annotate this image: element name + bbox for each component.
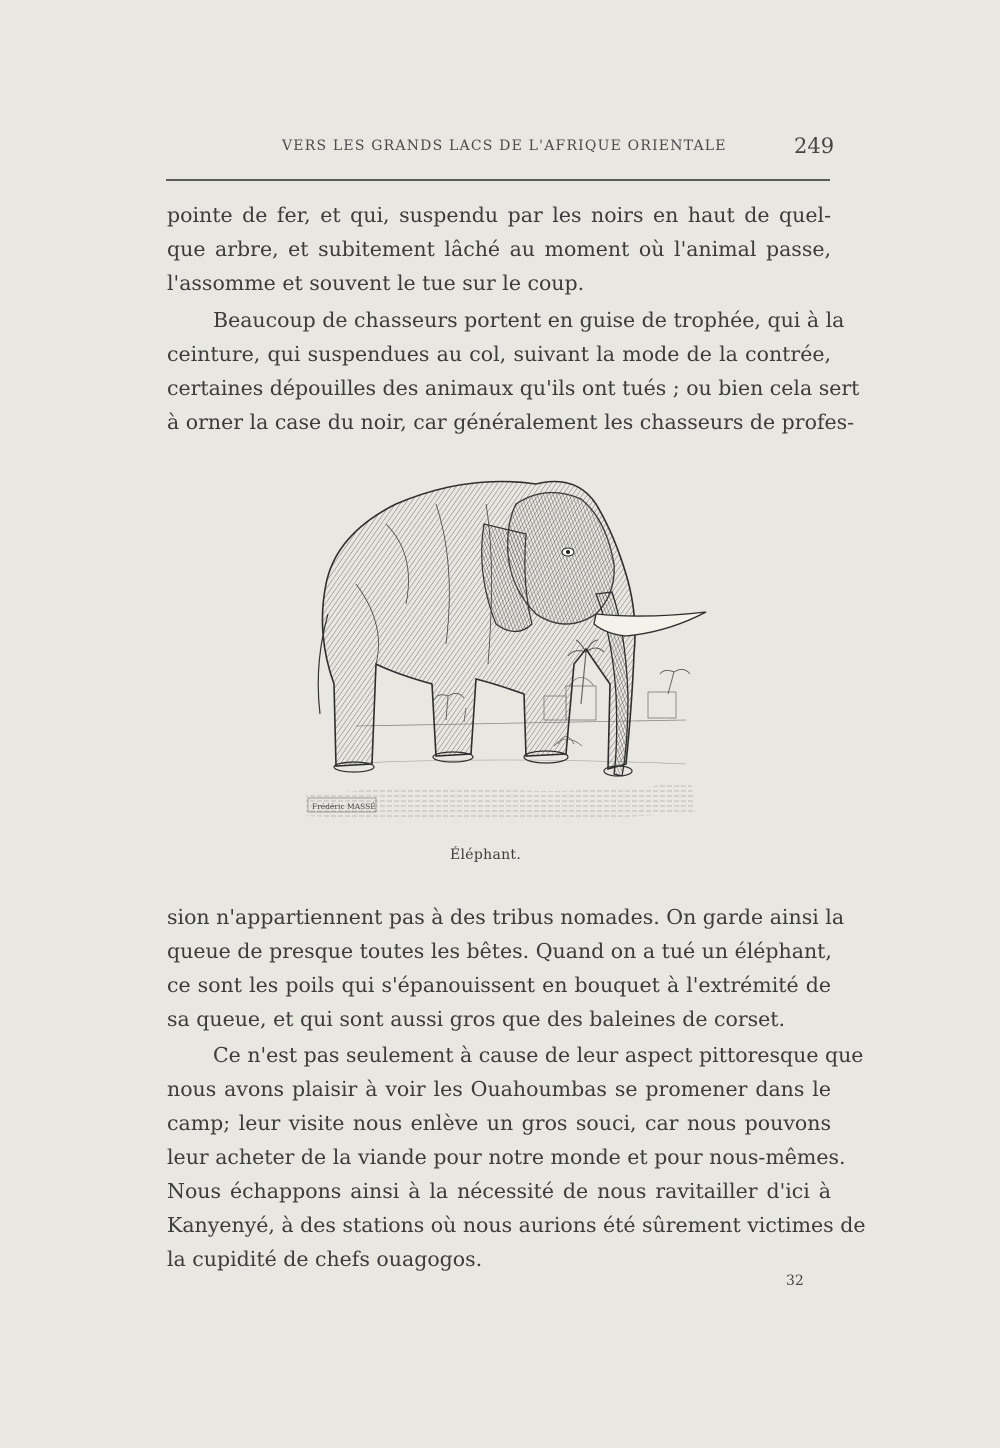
elephant-illustration <box>296 464 712 834</box>
text-line: la cupidité de chefs ouagogos. <box>167 1247 483 1271</box>
text-line: leur acheter de la viande pour notre monde et pour nous-mêmes. <box>167 1145 846 1169</box>
signature-mark: 32 <box>786 1273 804 1289</box>
paragraph-trophies <box>167 303 860 439</box>
text-line: Nous échappons ainsi à la nécessité de nous ravitailler d'ici à <box>167 1179 831 1203</box>
text-line: ce sont les poils qui s'épanouissent en bouquet à l'extrémité de <box>167 973 831 997</box>
text-line: sion n'appartiennent pas à des tribus nomades. On garde ainsi la <box>167 905 845 929</box>
text-line: queue de presque toutes les bêtes. Quand on a tué un éléphant, <box>167 939 832 963</box>
text-line: Beaucoup de chasseurs portent en guise de trophée, qui à la <box>213 308 845 332</box>
text-line: Ce n'est pas seulement à cause de leur aspect pittoresque que <box>213 1043 864 1067</box>
text-line: pointe de fer, et qui, suspendu par les noirs en haut de quel- <box>167 203 831 227</box>
paragraph-tails <box>167 900 845 1036</box>
figure-caption: Éléphant. <box>450 847 522 863</box>
text-line: sa queue, et qui sont aussi gros que des baleines de corset. <box>167 1007 786 1031</box>
paragraph-ouahoumbas <box>167 1038 866 1276</box>
paragraph-continuation <box>167 198 831 300</box>
text-line: camp; leur visite nous enlève un gros souci, car nous pouvons <box>167 1111 831 1135</box>
elephant-engraving-image <box>296 464 712 834</box>
artist-signature: Frédéric MASSÉ <box>312 802 376 811</box>
text-line: l'assomme et souvent le tue sur le coup. <box>167 271 585 295</box>
running-title: VERS LES GRANDS LACS DE L'AFRIQUE ORIENTALE <box>282 138 727 154</box>
text-line: que arbre, et subitement lâché au moment où l'animal passe, <box>167 237 831 261</box>
header-rule <box>166 179 830 181</box>
text-line: ceinture, qui suspendues au col, suivant la mode de la contrée, <box>167 342 831 366</box>
text-line: Kanyenyé, à des stations où nous aurions été sûrement victimes de <box>167 1213 866 1237</box>
text-line: certaines dépouilles des animaux qu'ils ont tués ; ou bien cela sert <box>167 376 860 400</box>
text-line: à orner la case du noir, car généralement les chasseurs de profes- <box>167 410 855 434</box>
text-line: nous avons plaisir à voir les Ouahoumbas se promener dans le <box>167 1077 831 1101</box>
page-number: 249 <box>794 134 835 158</box>
